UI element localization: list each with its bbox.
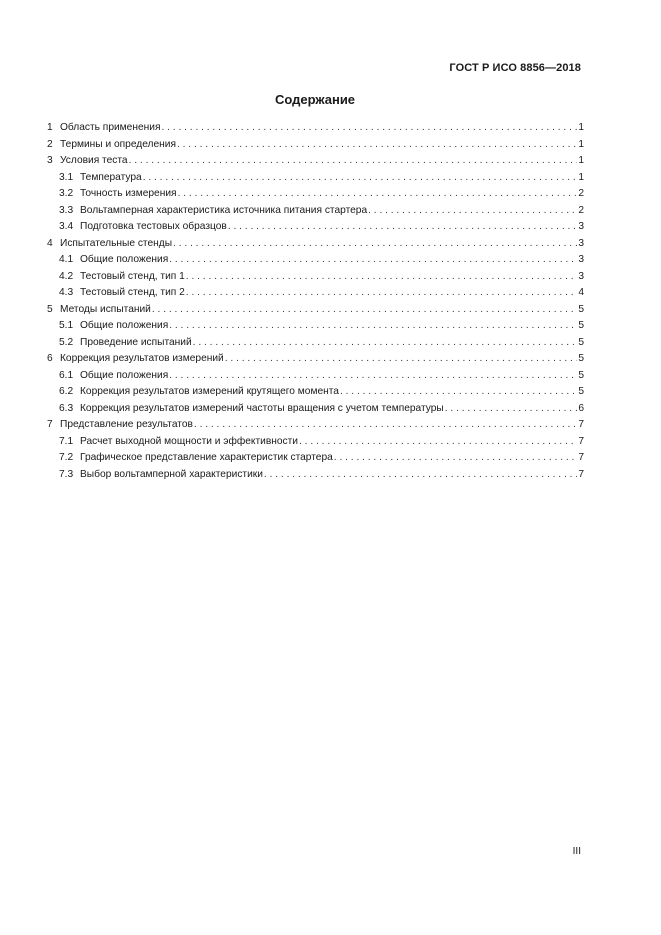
toc-entry-title: Испытательные стенды xyxy=(60,237,173,249)
toc-leader-dots xyxy=(194,417,577,434)
toc-entry-2[interactable] xyxy=(47,137,584,154)
toc-leader-dots xyxy=(143,170,578,187)
toc-leader-dots xyxy=(340,384,577,401)
toc-entry-number: 4.3 xyxy=(59,287,74,298)
toc-leader-dots xyxy=(445,401,578,418)
toc-entry-page: 2 xyxy=(578,204,584,216)
toc-entry-title: Условия теста xyxy=(60,155,128,166)
toc-entry-title: Вольтамперная характеристика источника питания стартера xyxy=(80,204,368,216)
toc-entry-title: Выбор вольтамперной характеристики xyxy=(80,468,263,480)
toc-entry-page: 1 xyxy=(578,122,584,133)
toc-entry-title: Коррекция результатов измерений xyxy=(60,353,224,364)
toc-entry-6-1[interactable] xyxy=(47,368,584,385)
toc-entry-page: 7 xyxy=(578,419,584,430)
toc-entry-3-1[interactable] xyxy=(47,170,584,187)
toc-leader-dots xyxy=(169,318,577,335)
toc-entry-title: Термины и определения xyxy=(60,138,176,150)
toc-entry-number: 3.1 xyxy=(59,171,74,183)
toc-entry-number: 3 xyxy=(47,155,53,166)
toc-entry-title: Подготовка тестовых образцов xyxy=(80,221,227,232)
toc-entry-1[interactable] xyxy=(47,120,584,137)
toc-leader-dots xyxy=(299,434,577,451)
toc-entry-page: 5 xyxy=(578,303,584,315)
toc-entry-7[interactable] xyxy=(47,417,584,434)
toc-entry-title: Область применения xyxy=(60,122,161,133)
toc-entry-4-1[interactable] xyxy=(47,252,584,269)
toc-entry-page: 5 xyxy=(578,336,584,348)
document-code-header: ГОСТ Р ИСО 8856—2018 xyxy=(449,62,581,74)
toc-leader-dots xyxy=(228,219,578,236)
toc-entry-number: 3.3 xyxy=(59,204,74,216)
toc-entry-number: 6.1 xyxy=(59,369,74,381)
toc-entry-page: 1 xyxy=(578,138,584,150)
toc-entry-title: Температура xyxy=(80,171,142,183)
toc-entry-6[interactable] xyxy=(47,351,584,368)
toc-entry-title: Тестовый стенд, тип 1 xyxy=(80,270,185,282)
toc-leader-dots xyxy=(177,137,577,154)
toc-entry-page: 5 xyxy=(578,353,584,364)
toc-entry-number: 5.2 xyxy=(59,336,74,348)
toc-leader-dots xyxy=(173,236,577,253)
toc-entry-page: 7 xyxy=(578,468,584,480)
toc-leader-dots xyxy=(334,450,578,467)
page-number: III xyxy=(572,846,581,857)
toc-entry-number: 3.2 xyxy=(59,188,74,199)
toc-leader-dots xyxy=(225,351,578,368)
toc-entry-6-2[interactable] xyxy=(47,384,584,401)
toc-leader-dots xyxy=(368,203,577,220)
toc-entry-title: Общие положения xyxy=(80,369,169,381)
toc-entry-number: 1 xyxy=(47,122,53,133)
toc-entry-number: 4 xyxy=(47,237,53,249)
toc-entry-7-2[interactable] xyxy=(47,450,584,467)
toc-entry-page: 1 xyxy=(578,155,584,166)
toc-entry-number: 4.2 xyxy=(59,270,74,282)
toc-entry-number: 3.4 xyxy=(59,221,74,232)
toc-entry-page: 3 xyxy=(578,237,584,249)
toc-entry-title: Коррекция результатов измерений крутящего момента xyxy=(80,386,339,397)
toc-entry-6-3[interactable] xyxy=(47,401,584,418)
toc-entry-5[interactable] xyxy=(47,302,584,319)
toc-entry-7-1[interactable] xyxy=(47,434,584,451)
toc-entry-title: Точность измерения xyxy=(80,188,177,199)
toc-entry-4-3[interactable] xyxy=(47,285,584,302)
toc-entry-number: 6 xyxy=(47,353,53,364)
toc-entry-page: 6 xyxy=(578,402,584,414)
toc-entry-title: Общие положения xyxy=(80,320,169,331)
toc-leader-dots xyxy=(169,252,577,269)
toc-leader-dots xyxy=(186,269,578,286)
toc-entry-page: 5 xyxy=(578,320,584,331)
toc-entry-page: 4 xyxy=(578,287,584,298)
toc-entry-number: 5 xyxy=(47,303,53,315)
toc-leader-dots xyxy=(161,120,577,137)
toc-leader-dots xyxy=(264,467,577,484)
toc-entry-page: 5 xyxy=(578,369,584,381)
toc-entry-number: 5.1 xyxy=(59,320,74,331)
toc-entry-3[interactable] xyxy=(47,153,584,170)
toc-leader-dots xyxy=(193,335,578,352)
toc-entry-title: Представление результатов xyxy=(60,419,193,430)
toc-leader-dots xyxy=(178,186,578,203)
toc-leader-dots xyxy=(129,153,578,170)
toc-entry-title: Графическое представление характеристик стартера xyxy=(80,452,333,463)
toc-entry-7-3[interactable] xyxy=(47,467,584,484)
toc-entry-4-2[interactable] xyxy=(47,269,584,286)
toc-entry-number: 6.2 xyxy=(59,386,74,397)
toc-entry-page: 1 xyxy=(578,171,584,183)
toc-leader-dots xyxy=(169,368,577,385)
toc-leader-dots xyxy=(186,285,578,302)
toc-entry-title: Методы испытаний xyxy=(60,303,151,315)
toc-entry-number: 6.3 xyxy=(59,402,74,414)
toc-entry-page: 2 xyxy=(578,188,584,199)
toc-entry-page: 3 xyxy=(578,270,584,282)
toc-entry-number: 2 xyxy=(47,138,53,150)
toc-leader-dots xyxy=(152,302,577,319)
toc-entry-number: 7.3 xyxy=(59,468,74,480)
toc-entry-page: 7 xyxy=(578,452,584,463)
toc-entry-3-2[interactable] xyxy=(47,186,584,203)
toc-entry-title: Расчет выходной мощности и эффективности xyxy=(80,435,299,447)
toc-entry-page: 7 xyxy=(578,435,584,447)
toc-entry-number: 7.1 xyxy=(59,435,74,447)
toc-entry-title: Коррекция результатов измерений частоты вращения с учетом температуры xyxy=(80,402,444,414)
toc-entry-title: Тестовый стенд, тип 2 xyxy=(80,287,185,298)
toc-entry-3-4[interactable] xyxy=(47,219,584,236)
toc-entry-4[interactable] xyxy=(47,236,584,253)
toc-entry-5-1[interactable] xyxy=(47,318,584,335)
toc-entry-3-3[interactable] xyxy=(47,203,584,220)
toc-entry-title: Проведение испытаний xyxy=(80,336,192,348)
toc-entry-number: 7 xyxy=(47,419,53,430)
toc-entry-5-2[interactable] xyxy=(47,335,584,352)
toc-entry-page: 5 xyxy=(578,386,584,397)
toc-entry-title: Общие положения xyxy=(80,254,169,265)
toc-entry-page: 3 xyxy=(578,254,584,265)
toc-entry-number: 7.2 xyxy=(59,452,74,463)
toc-title: Содержание xyxy=(274,92,356,107)
toc-entry-page: 3 xyxy=(578,221,584,232)
table-of-contents xyxy=(47,120,584,483)
toc-entry-number: 4.1 xyxy=(59,254,74,265)
